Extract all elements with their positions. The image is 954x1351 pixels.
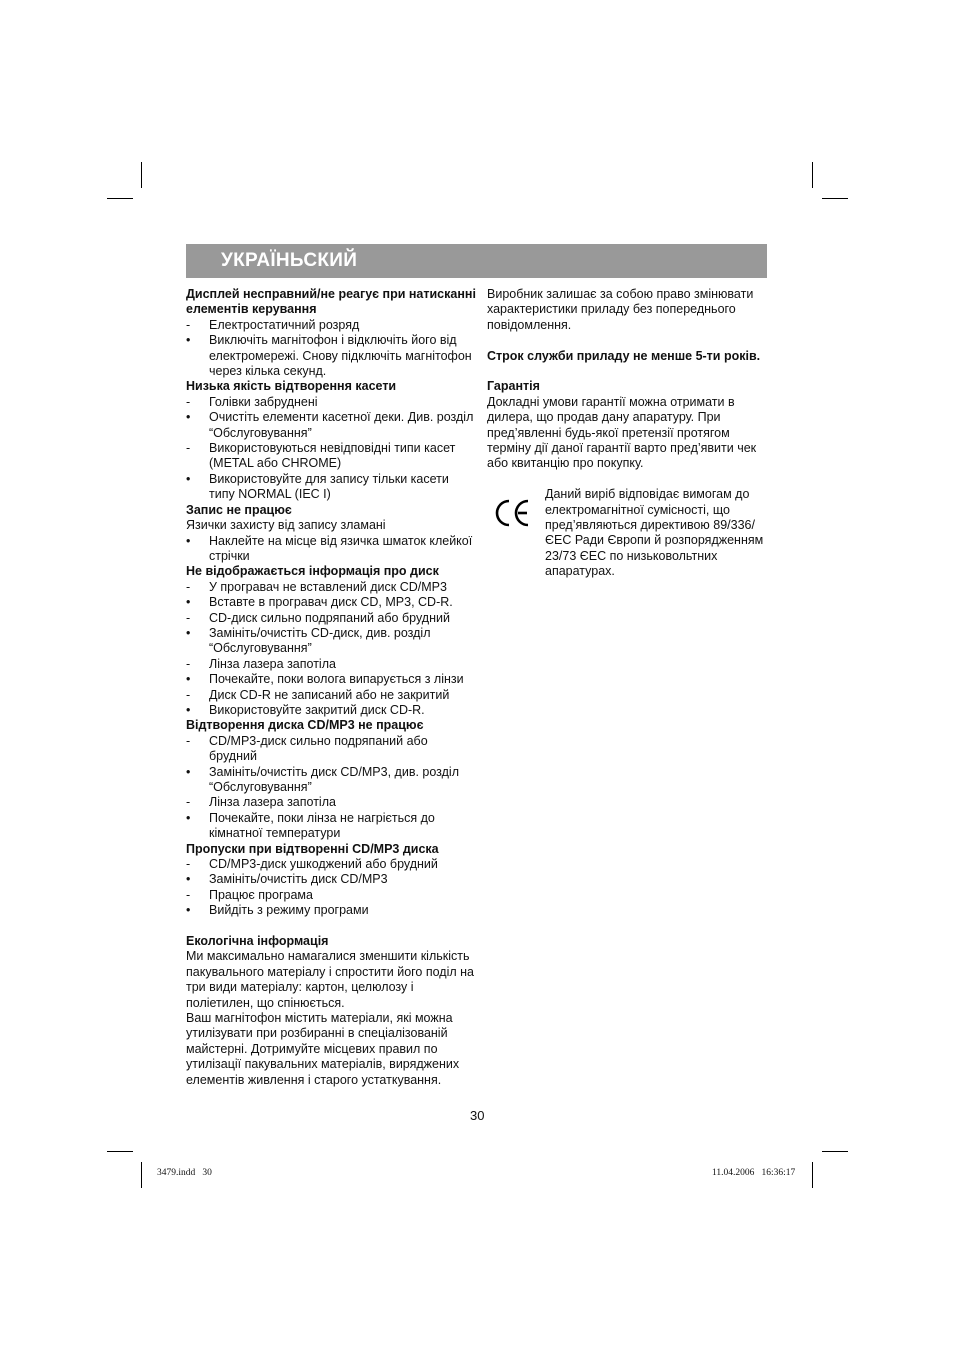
list-marker: • [186, 533, 191, 548]
list-item [186, 395, 476, 410]
list-item-text: Почекайте, поки лінза не нагріється до кімнатної температури [209, 810, 435, 841]
list-item-text: Лінза лазера запотіла [209, 656, 336, 671]
section-heading: Відтворення диска CD/MP3 не працює [186, 718, 424, 733]
section-heading: Не відображається інформація про диск [186, 564, 439, 579]
list-marker: • [186, 764, 191, 779]
list-item-text: CD/MP3-диск ушкоджений або брудний [209, 857, 438, 872]
section-intro: Язички захисту від запису зламані [186, 518, 386, 533]
list-item [186, 580, 476, 595]
list-marker: • [186, 595, 191, 610]
list-marker: - [186, 579, 191, 594]
list-marker: • [186, 672, 191, 687]
list-item-text: У програвач не вставлений диск CD/MP3 [209, 579, 447, 594]
list-item-text: Використовуються невідповідні типи касет (METAL або CHROME) [209, 441, 456, 471]
eco-paragraph: Ми максимально намагалися зменшити кількість пакувального матеріалу і спростити його поділ на три види матеріалу: картон, целюлозу і поліетилен, що спінюється. [186, 949, 475, 1010]
list-marker: • [186, 702, 191, 717]
spacer [487, 333, 769, 348]
ce-block [487, 487, 769, 579]
list-marker: - [186, 687, 191, 702]
list-item [186, 765, 476, 796]
section-heading: Низька якість відтворення касети [186, 379, 397, 394]
list-item [186, 410, 476, 441]
list-marker: - [186, 857, 191, 872]
spacer [487, 364, 769, 379]
list-item-text: Працює програма [209, 887, 313, 902]
list-marker: • [186, 810, 191, 825]
list-item-text: Вставте в програвач диск CD, MP3, CD-R. [209, 595, 453, 610]
crop-mark [107, 198, 133, 199]
list-item [186, 318, 476, 333]
list-item [186, 626, 476, 657]
list-item [186, 611, 476, 626]
section-list [186, 318, 476, 380]
list-marker: - [186, 733, 191, 748]
list-item [186, 688, 476, 703]
list-item-text: Замініть/очистіть диск CD/MP3, див. розділ “Обслуговування” [209, 764, 459, 794]
warranty-text: Докладні умови гарантії можна отримати в дилера, що продав дану апаратуру. При пред’явленні будь-якої претензії протягом терміну дії даної гарантії варто пред’явити чек або квитанцію про покупку. [487, 394, 757, 471]
list-item-text: Очистіть елементи касетної деки. Див. розділ “Обслуговування” [209, 410, 474, 440]
crop-mark [822, 198, 848, 199]
service-life: Строк служби приладу не менше 5-ти років. [487, 348, 761, 363]
list-marker: - [186, 656, 191, 671]
list-marker: • [186, 903, 191, 918]
list-marker: • [186, 471, 191, 486]
crop-mark [141, 1162, 142, 1188]
list-item [186, 472, 476, 503]
list-item-text: Диск CD-R не записаний або не закритий [209, 687, 450, 702]
list-marker: - [186, 610, 191, 625]
list-marker: • [186, 410, 191, 425]
list-item [186, 703, 476, 718]
ce-mark-icon [493, 499, 531, 527]
crop-mark [812, 1162, 813, 1188]
section-title-bar [186, 244, 767, 278]
list-item [186, 811, 476, 842]
left-column [186, 287, 476, 1088]
section-list [186, 734, 476, 842]
list-marker: • [186, 333, 191, 348]
list-item-text: Вийдіть з режиму програми [209, 903, 369, 918]
crop-mark [141, 162, 142, 188]
list-item [186, 888, 476, 903]
list-item-text: Лінза лазера запотіла [209, 795, 336, 810]
page-number: 30 [470, 1108, 485, 1123]
list-marker: - [186, 317, 191, 332]
crop-mark [822, 1151, 848, 1152]
list-item-text: CD-диск сильно подряпаний або брудний [209, 610, 450, 625]
section-list [186, 580, 476, 719]
list-item-text: Голівки забруднені [209, 394, 318, 409]
list-item-text: Замініть/очистіть CD-диск, див. розділ “Обслуговування” [209, 625, 431, 656]
list-marker: • [186, 625, 191, 640]
list-item-text: Почекайте, поки волога випарується з лінзи [209, 672, 464, 687]
list-item-text: Використовуйте закритий диск CD-R. [209, 702, 425, 717]
section-list [186, 857, 476, 919]
list-item [186, 872, 476, 887]
right-column [487, 287, 769, 580]
list-marker: • [186, 872, 191, 887]
list-item [186, 441, 476, 472]
list-item [186, 657, 476, 672]
crop-mark [812, 162, 813, 188]
ce-text: Даний виріб відповідає вимогам до електромагнітної сумісності, що пред’являються директивою 89/336/ЄЕС Ради Європи й розпорядженням 23/73 ЄЕС по низьковольтних апаратурах. [545, 487, 764, 579]
slug-right: 11.04.2006 16:36:17 [712, 1168, 796, 1178]
spacer [186, 919, 476, 934]
list-marker: - [186, 795, 191, 810]
list-item [186, 857, 476, 872]
list-item-text: CD/MP3-диск сильно подряпаний або брудний [209, 733, 428, 764]
list-marker: - [186, 394, 191, 409]
list-item-text: Замініть/очистіть диск CD/MP3 [209, 872, 388, 887]
list-item [186, 333, 476, 379]
list-item [186, 795, 476, 810]
section-list [186, 395, 476, 503]
eco-paragraph: Ваш магнітофон містить матеріали, які можна утилізувати при розбиранні в спеціалізованій майстерні. Дотримуйте місцевих правил по утилізації пакувальних матеріалів, виряджених елементів живлення і старого устаткування. [186, 1011, 460, 1087]
section-list [186, 534, 476, 565]
list-marker: - [186, 887, 191, 902]
list-item [186, 534, 476, 565]
slug-left: 3479.indd 30 [157, 1168, 212, 1178]
list-item [186, 903, 476, 918]
list-item-text: Використовуйте для запису тільки касети типу NORMAL (IEC I) [209, 471, 449, 502]
warranty-heading: Гарантія [487, 379, 540, 394]
manufacturer-note: Виробник залишає за собою право змінювати характеристики приладу без попереднього повідомлення. [487, 287, 754, 332]
crop-mark [107, 1151, 133, 1152]
section-heading: Дисплей несправний/не реагує при натисканні елементів керування [186, 287, 476, 317]
section-title: УКРАЇНЬСКИЙ [221, 250, 358, 271]
eco-heading: Екологічна інформація [186, 934, 329, 949]
list-item [186, 595, 476, 610]
list-item-text: Виключіть магнітофон і відключіть його від електромережі. Снову підключіть магнітофон через кілька секунд. [209, 333, 472, 379]
list-item [186, 672, 476, 687]
list-item-text: Наклейте на місце від язичка шматок клейкої стрічки [209, 533, 473, 563]
section-heading: Запис не працює [186, 502, 292, 517]
section-heading: Пропуски при відтворенні CD/MP3 диска [186, 841, 439, 856]
spacer [487, 472, 769, 487]
list-item [186, 734, 476, 765]
list-marker: - [186, 441, 191, 456]
list-item-text: Електростатичний розряд [209, 317, 360, 332]
